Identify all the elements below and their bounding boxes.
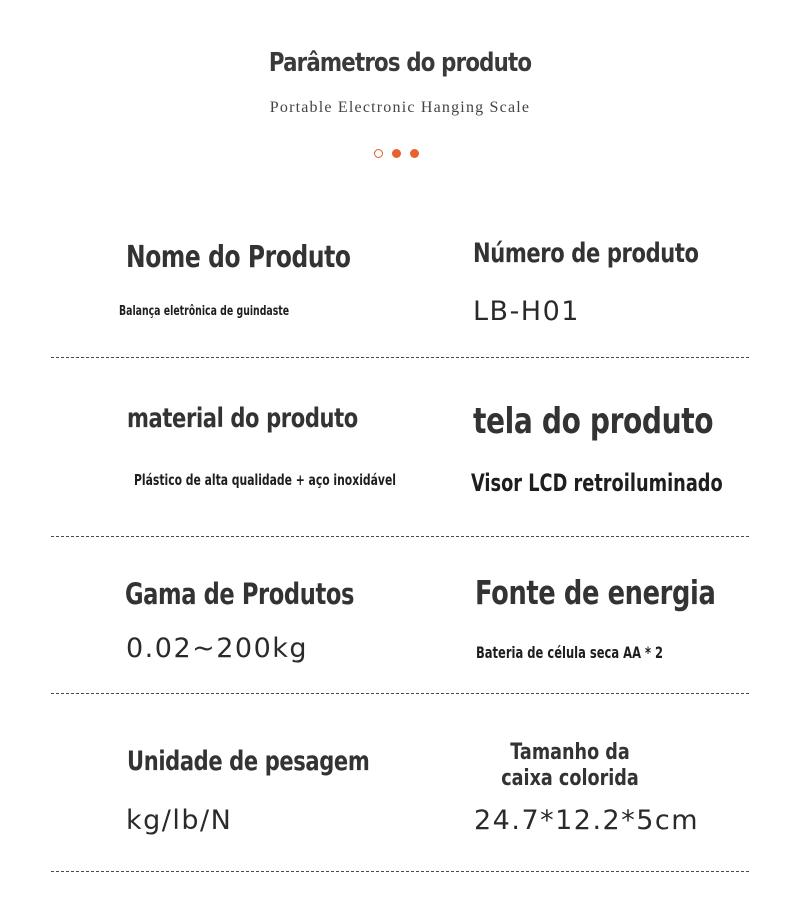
divider	[51, 871, 749, 872]
spec-label-material: material do produto	[127, 403, 358, 434]
spec-label-unit: Unidade de pesagem	[127, 746, 370, 777]
spec-label-range: Gama de Produtos	[125, 577, 355, 611]
spec-label-box-size: Tamanho da caixa colorida	[501, 740, 639, 791]
spec-value-screen: Visor LCD retroiluminado	[471, 469, 723, 497]
spec-label-power: Fonte de energia	[475, 573, 716, 612]
spec-value-box-size: 24.7*12.2*5cm	[474, 805, 700, 836]
divider	[51, 357, 749, 358]
spec-value-unit: kg/lb/N	[126, 805, 233, 836]
spec-value-power: Bateria de célula seca AA * 2	[476, 643, 664, 662]
page-subtitle: Portable Electronic Hanging Scale	[269, 99, 531, 116]
spec-label-product-number: Número de produto	[473, 238, 699, 269]
spec-value-product-name: Balança eletrônica de guindaste	[119, 304, 290, 319]
spec-value-material: Plástico de alta qualidade + aço inoxidável	[134, 471, 396, 489]
spec-value-range: 0.02~200kg	[126, 633, 309, 664]
divider	[51, 693, 749, 694]
filled-dot-icon	[392, 149, 401, 158]
spec-label-product-name: Nome do Produto	[126, 240, 351, 275]
spec-label-screen: tela do produto	[473, 401, 714, 442]
page-title: Parâmetros do produto	[268, 48, 532, 78]
filled-dot-icon	[410, 149, 419, 158]
divider	[51, 536, 749, 537]
decorative-dots	[374, 147, 426, 159]
hollow-dot-icon	[374, 149, 383, 158]
spec-value-product-number: LB-H01	[473, 296, 580, 327]
